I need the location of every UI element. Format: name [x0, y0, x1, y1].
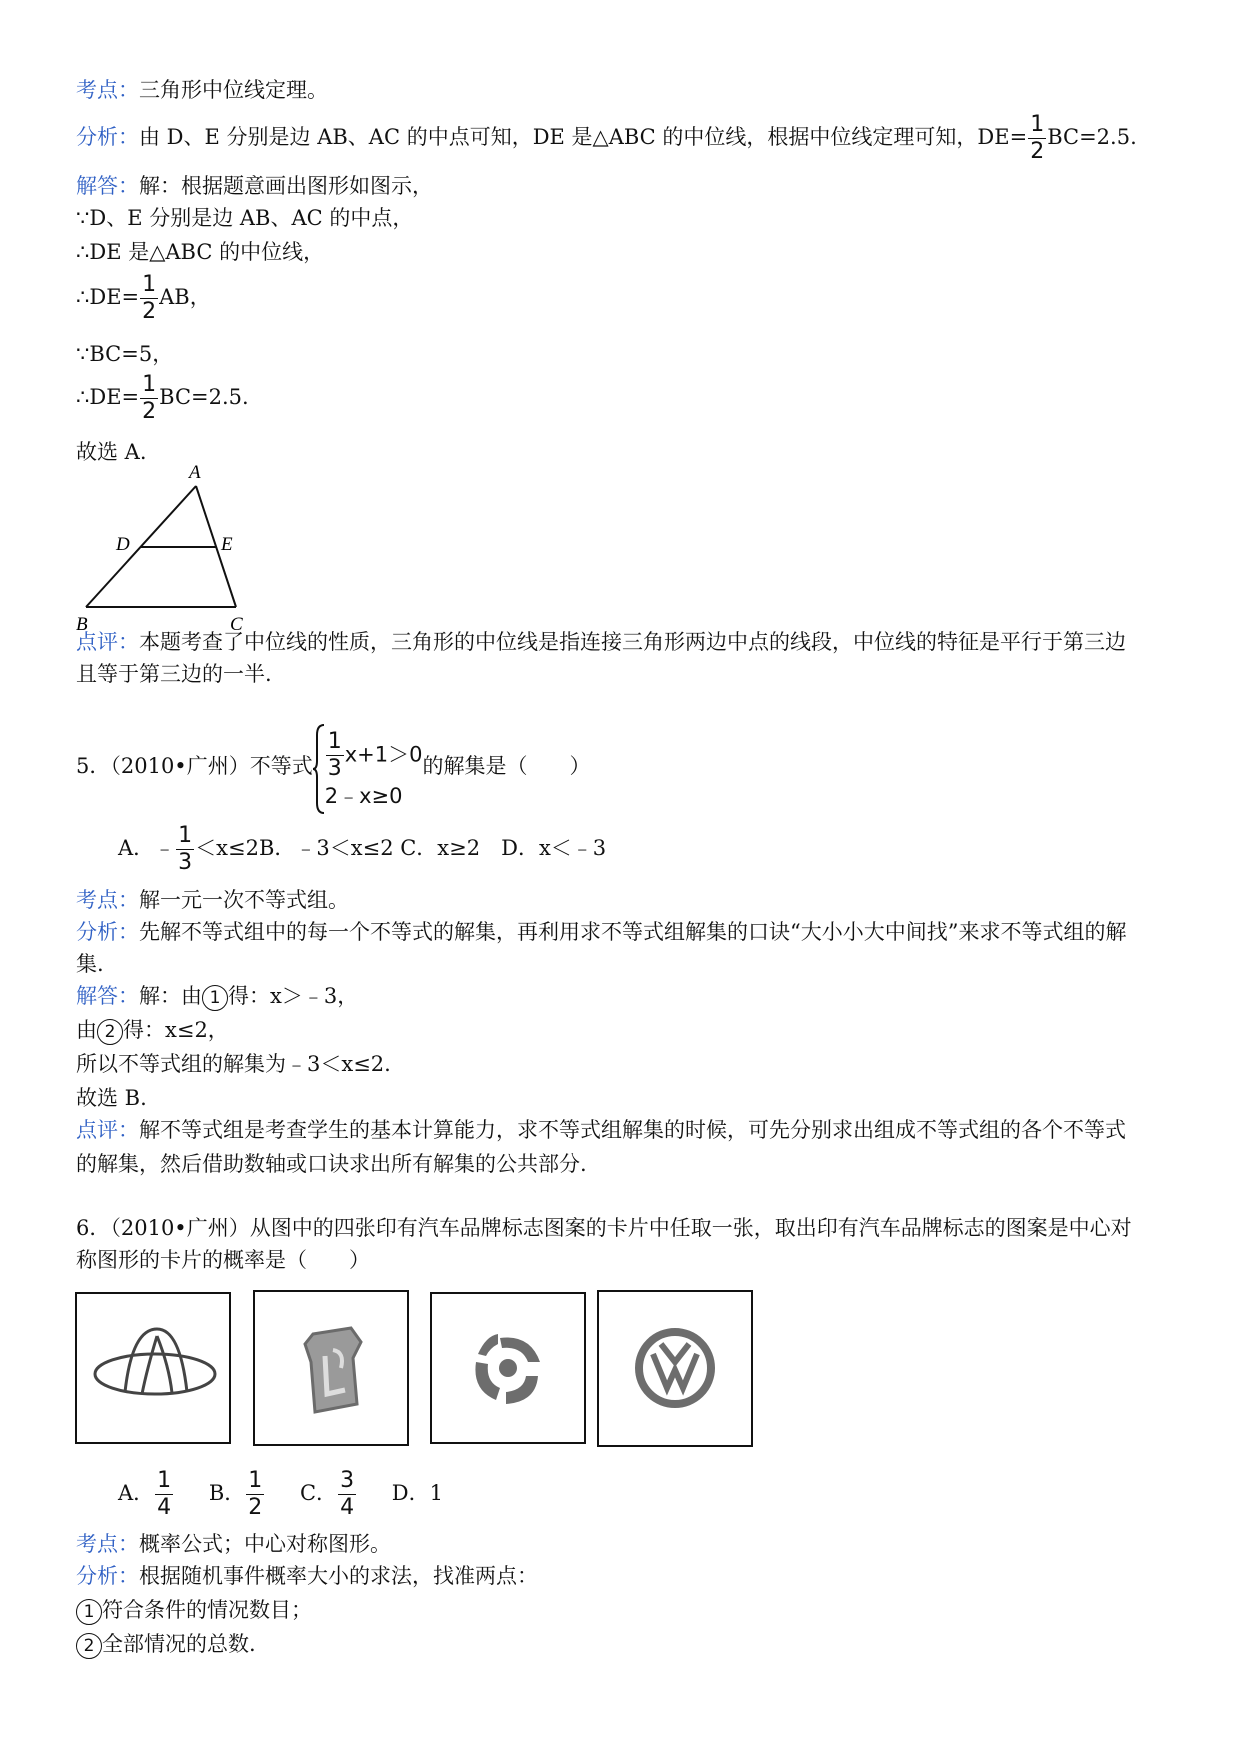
left-brace-icon: [313, 723, 325, 815]
fraction-one-quarter: $\frac{1}{4}$: [157, 1468, 172, 1520]
fenxi-text: 由 D、E 分别是边 AB、AC 的中点可知，DE 是△ABC 的中位线，根据中位线定理可知，DE=: [139, 125, 1028, 149]
fraction-one-half: $\frac{1}{2}$: [142, 272, 157, 324]
q6-point2: 2 全部情况的总数.: [76, 1630, 256, 1659]
q6-stem-line1: 6．（2010•广州）从图中的四张印有汽车品牌标志图案的卡片中任取一张，取出印有汽车品牌标志的图案是中心对: [76, 1216, 1132, 1240]
q4-answer: 故选 A.: [76, 440, 147, 464]
q5-fenxi-line1: 分析：先解不等式组中的每一个不等式的解集，再利用求不等式组解集的口诀“大小小大中间找”来求不等式组的解: [76, 920, 1127, 944]
q5-answer: 故选 B.: [76, 1086, 147, 1110]
fraction-one-half: $\frac{1}{2}$: [142, 372, 157, 424]
jieda-label: 解答: [76, 984, 118, 1008]
fenxi-label: 分析: [76, 920, 118, 944]
q5-step2: 所以不等式组的解集为﹣3＜x≤2.: [76, 1052, 391, 1076]
vertex-c-label: C: [230, 614, 243, 632]
kaodian-text: 三角形中位线定理。: [139, 78, 328, 102]
fraction-three-quarters: $\frac{3}{4}$: [340, 1468, 355, 1520]
q5-stem: [76, 718, 590, 814]
circled-two: 2: [76, 1633, 102, 1659]
dianping-label: 点评: [76, 630, 118, 654]
kaodian-text: 解一元一次不等式组。: [139, 888, 349, 912]
fenxi-text: 根据随机事件概率大小的求法，找准两点：: [139, 1564, 538, 1588]
q4-step3: ∴DE= $\frac{1}{2}$ AB，: [76, 272, 211, 324]
q5-stem-end: 的解集是（ ）: [422, 754, 591, 778]
swirl-logo-icon: [432, 1294, 584, 1442]
q4-jieda-line: 解答：解：根据题意画出图形如图示，: [76, 174, 433, 198]
q6-fenxi-line: 分析：根据随机事件概率大小的求法，找准两点：: [76, 1564, 538, 1588]
shield-logo-icon: [255, 1292, 407, 1444]
q5-stem-text: 5．（2010•广州）不等式: [76, 754, 313, 778]
kaodian-label: 考点: [76, 1532, 118, 1556]
kaodian-text: 概率公式；中心对称图形。: [139, 1532, 391, 1556]
jieda-label: 解答: [76, 174, 118, 198]
q4-kaodian-line: 考点：三角形中位线定理。: [76, 78, 328, 102]
q5-step1: 由 2 得：x≤2，: [76, 1016, 229, 1045]
q4-step5: ∴DE= $\frac{1}{2}$ BC=2.5.: [76, 372, 249, 424]
point-d-label: D: [116, 534, 130, 555]
card-shield-logo: [253, 1290, 409, 1446]
fraction-one-third: $\frac{1}{3}$: [178, 823, 193, 875]
card-vw-logo: [597, 1290, 753, 1447]
q6-options: A． $\frac{1}{4}$ B． $\frac{1}{2}$ C． $\frac{3}{4}$ D．1: [118, 1468, 443, 1520]
q4-step4: ∵BC=5，: [76, 342, 174, 366]
card-swirl-logo: [430, 1292, 586, 1444]
hat-logo-icon: [77, 1294, 229, 1442]
q4-step1: ∵D、E 分别是边 AB、AC 的中点，: [76, 206, 414, 230]
fenxi-label: 分析: [76, 125, 118, 149]
q6-stem-line2: 称图形的卡片的概率是（ ）: [76, 1248, 370, 1272]
fenxi-label: 分析: [76, 1564, 118, 1588]
q5-options: A．﹣ $\frac{1}{3}$ ＜x≤2B．﹣3＜x≤2 C．x≥2 D．x＜﹣3: [118, 823, 607, 875]
vw-logo-icon: [599, 1292, 751, 1445]
dianping-text: 本题考查了中位线的性质，三角形的中位线是指连接三角形两边中点的线段，中位线的特征是平行于第三边: [139, 630, 1126, 654]
q4-fenxi-line: 分析：由 D、E 分别是边 AB、AC 的中点可知，DE 是△ABC 的中位线，根据中位线定理可知，DE= $\frac{1}{2}$ BC=2.5.: [76, 112, 1137, 164]
inequality-system: $\frac{1}{3}$ x+1＞0 2﹣x≥0: [313, 720, 423, 816]
q4-dianping-line2: 且等于第三边的一半.: [76, 662, 272, 686]
circled-one: 1: [202, 985, 228, 1011]
fenxi-text-end: BC=2.5.: [1047, 125, 1137, 149]
circled-one: 1: [76, 1599, 102, 1625]
jieda-text: 解：根据题意画出图形如图示，: [139, 174, 433, 198]
q6-kaodian-line: 考点：概率公式；中心对称图形。: [76, 1532, 391, 1556]
q5-dianping-line1: 点评：解不等式组是考查学生的基本计算能力，求不等式组解集的时候，可先分别求出组成不等式组的各个不等式: [76, 1118, 1126, 1142]
vertex-b-label: B: [76, 614, 88, 632]
dianping-label: 点评: [76, 1118, 118, 1142]
q4-dianping-line1: 点评：本题考查了中位线的性质，三角形的中位线是指连接三角形两边中点的线段，中位线的特征是平行于第三边: [76, 630, 1126, 654]
q5-dianping-line2: 的解集，然后借助数轴或口诀求出所有解集的公共部分.: [76, 1152, 587, 1176]
kaodian-label: 考点: [76, 888, 118, 912]
dianping-text: 解不等式组是考查学生的基本计算能力，求不等式组解集的时候，可先分别求出组成不等式组的各个不等式: [139, 1118, 1126, 1142]
q5-kaodian-line: 考点：解一元一次不等式组。: [76, 888, 349, 912]
kaodian-label: 考点: [76, 78, 118, 102]
vertex-a-label: A: [189, 462, 201, 483]
q4-step2: ∴DE 是△ABC 的中位线，: [76, 240, 325, 264]
q5-jieda-line: 解答：解：由 1 得：x＞﹣3，: [76, 982, 358, 1011]
fraction-one-half: $\frac{1}{2}$: [248, 1468, 263, 1520]
q6-point1: 1 符合条件的情况数目；: [76, 1596, 312, 1625]
point-e-label: E: [221, 534, 233, 555]
card-hat-logo: [75, 1292, 231, 1444]
triangle-figure: [76, 462, 256, 632]
circled-two: 2: [97, 1019, 123, 1045]
fenxi-text: 先解不等式组中的每一个不等式的解集，再利用求不等式组解集的口诀“大小小大中间找”来求不等式组的解: [139, 920, 1127, 944]
q5-fenxi-line2: 集.: [76, 952, 104, 976]
fraction-one-half: $\frac{1}{2}$: [1030, 112, 1045, 164]
